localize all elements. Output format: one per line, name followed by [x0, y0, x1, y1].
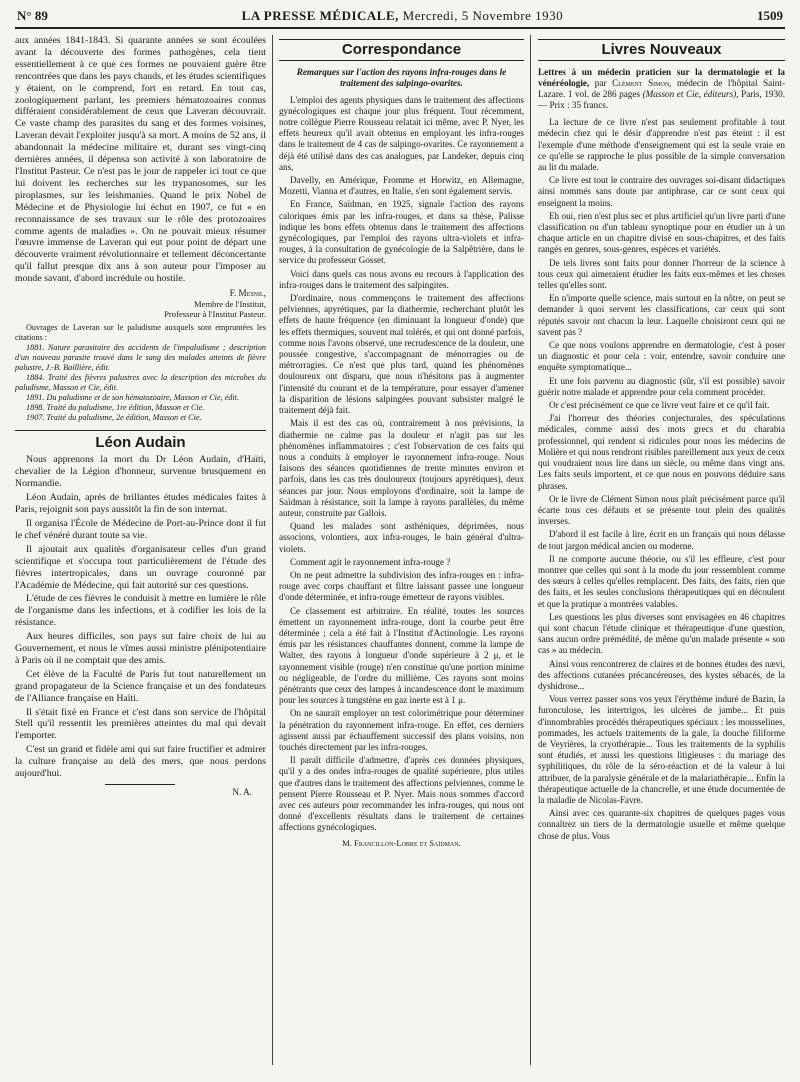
letter-body	[279, 95, 524, 834]
paragraph: Or c'est précisément ce que ce livre veut faire et ce qu'il fait.	[548, 400, 770, 411]
paragraph: On ne peut admettre la subdivision des infra-rouges en : infra-rouge avec corps chauffant et filtre laissant passer une longueur d'onde déterminée, et infra-rouge émetteur de rayons visibles.	[278, 569, 524, 603]
section-divider	[15, 430, 266, 431]
middle-column	[272, 35, 531, 1065]
bibliography	[15, 323, 266, 423]
page-number: 1509	[757, 8, 783, 23]
book-details: médecin de l'hôpital Saint-Lazare. 1 vol. de 286 pages	[537, 78, 785, 100]
paragraph: D'ordinaire, nous commençons le traitement des affections pelviennes, apyrétiques, par la diathermie, recherchant plutôt les effets de haute fréquence (en diminuant la longueur d'onde) que les effets thermiques, souvent mal tolérés, et qui ont donné parfois, comme nous l'avons observé, une recrudescence de la douleur, une poussée congestive, s'accompagnant de ménorragies ou de métrorragies. Ce n'est que plus tard, quand les phénomènes douloureux ont disparu, que nous n'hésitons pas à augmenter l'intensité du courant et de la température, pour essayer d'amener la disparition de lésions salpingées pouvant subsister malgré le traitement déjà fait.	[278, 293, 524, 416]
paragraph: Les questions les plus diverses sont envisagées en 46 chapitres qui sont chacun l'étude clinique et thérapeutique d'une question, sans aucun ordre prémédité, de même qu'un malade présente « son cas » au médecin.	[537, 611, 785, 656]
book-publisher: (Masson et Cie, éditeurs),	[642, 89, 739, 100]
newspaper-page	[15, 0, 785, 1068]
paragraph: En France, Saïdman, en 1925, signale l'action des rayons caloriques émis par les infra-rouges, et dans sa thèse, Palisse indique les bons effets obtenus dans le traitement des affections gynécologiques, par l'emploi des rayons ultra-violets et infra-rouges, à la consultation de gynécologie de la Salpêtrière, dans le service du professeur Gosset.	[278, 199, 524, 266]
paragraph: Aux heures difficiles, son pays sut faire choix de lui au Gouvernement, et nous le vîmes aussi ministre plénipotentiaire à Paris où il ne comptait que des amis.	[15, 631, 266, 666]
book-author: Clément Simon,	[612, 78, 672, 89]
review-body	[538, 117, 785, 842]
obituary-body	[15, 454, 266, 780]
paragraph: On ne saurait employer un test colorimétrique pour déterminer la pénétration du rayonnement infra-rouge. En effet, ces derniers agissent aussi par échauffement successif des plans voisins, non touchés directement par les infra-rouges.	[278, 708, 524, 752]
paragraph: Il s'était fixé en France et c'est dans son service de l'hôpital Stell qu'il ressentit les premières atteintes du mal qui devait l'emporter.	[15, 706, 266, 742]
paragraph: Davelly, en Amérique, Fromme et Horwitz, en Allemagne, Mozetti, Vianna et d'autres, en Italie, s'en sont également servis.	[278, 175, 524, 197]
bibliography-item: 1884. Traité des fièvres palustres avec la description des microbes du paludisme, Masson et Cie, édit.	[15, 373, 266, 393]
journal-name: LA PRESSE MÉDICALE,	[241, 8, 399, 23]
paragraph: C'est un grand et fidèle ami qui sut faire fructifier et admirer la culture française au delà des mers, que nous perdons aujourd'hui.	[15, 744, 266, 780]
author-title: Membre de l'Institut,	[193, 299, 266, 310]
columns	[15, 35, 785, 1065]
paragraph: Il organisa l'École de Médecine de Port-au-Prince dont il fut le chef vénéré durant toute sa vie.	[15, 517, 266, 541]
paragraph: La lecture de ce livre n'est pas seulement profitable à tout médecin chez qui le désir d'apprendre n'est pas éteint : il est l'exemple d'une méthode d'enseignement qui est la seule vraie en ce qu'elle se rapproche le plus possible de la simple conversation au lit du malade.	[537, 117, 785, 173]
letter-signature	[279, 838, 524, 849]
book-reference	[538, 67, 785, 111]
paragraph: Mais il est des cas où, contrairement à nos prévisions, la diathermie ne calme pas la douleur et n'agit pas sur les phénomènes inflammatoires ; c'est l'observation de ces faits qui nous a conduits à employer le rayonnement infra-rouge. Nous faisons des séances quotidiennes de trente minutes environ et parfois, dans les cas très douloureux (toujours apyrétiques), deux séances par jour. Nous employons d'ordinaire, soit la lampe de Saïdman à résistance, soit la lampe à rayons parallèles, du même auteur, construite par Gallois.	[278, 418, 524, 518]
issue-number: N° 89	[17, 8, 48, 23]
paragraph: L'étude de ces fièvres le conduisit à mettre en lumière le rôle de l'organisme dans les infections, et à codifier les lois de la résistance.	[15, 593, 266, 629]
paragraph: Ainsi vous rencontrerez de claires et de bonnes études des nævi, des affections cutanées précancéreuses, des kystes sébacés, de la dyshidrose...	[537, 658, 785, 691]
bibliography-intro: Ouvrages de Laveran sur le paludisme auxquels sont empruntées les citations :	[15, 323, 266, 343]
closing-rule	[105, 784, 175, 785]
letter-authors: M. Francillon-Lobre et Saïdman.	[342, 837, 461, 848]
paragraph: L'emploi des agents physiques dans le traitement des affections gynécologiques est chaque jour plus fréquent. Tout récemment, notre collègue Pierre Rousseau relatait ici même, avec P. Nyer, les effets heureux qu'il avait obtenus en employant les infra-rouges dans le traitement de 4 cas de salpingo-ovarites. Ce rayonnement a déjà été utilisé dans des cas analogues, par Landeker, depuis cinq ans,	[278, 94, 524, 172]
paragraph: Ce que nous voulons apprendre en dermatologie, c'est à poser un diagnostic et pour cela : voir, entendre, savoir conduire une enquête symptomatique...	[537, 340, 785, 373]
author-signature: F. Mesnil,	[229, 288, 266, 299]
letter-subtitle: Remarques sur l'action des rayons infra-rouges dans le traitement des salpingo-ovarites.	[296, 67, 507, 89]
running-header	[15, 8, 785, 29]
book-title: Lettres à un médecin praticien sur la dermatologie et la vénéréologie,	[537, 67, 785, 89]
laveran-article	[15, 35, 266, 285]
paragraph: Vous verrez passer sous vos yeux l'érythème induré de Bazin, la furonculose, les intertrigos, les ulcères de jambe... Et puis d'innombrables procédés thérapeutiques spéciaux : les mousselines, pommades, les actuels traitements de la gale, la douche filiforme de Veyrières, la cryothérapie... Tous les traitements de la syphilis sont étudiés, et aussi les questions litigieuses : du mariage des syphilitiques, du rôle de la séro-réaction et de la valeur à lui attribuer, de la paralysie générale et de la malariathérapie... Enfin la thérapeutique actuelle de la chancrelle, et une étude documentée de la maladie de Nicolas-Favre.	[537, 694, 785, 805]
paragraph: D'abord il est facile à lire, écrit en un français qui nous délasse de tout jargon médical ancien ou moderne.	[537, 529, 785, 551]
paragraph: Comment agit le rayonnement infra-rouge ?	[289, 556, 451, 567]
paragraph: Et une fois parvenu au diagnostic (sûr, s'il est possible) savoir guérir notre malade et apprendre pour cela comment procéder.	[537, 375, 785, 397]
paragraph: Cet élève de la Faculté de Paris fut tout naturellement un grand propagateur de la Science française et un des fondateurs de l'Alliance française en Haïti.	[15, 668, 266, 704]
bibliography-item: 1898. Traité du paludisme, 1re édition, Masson et Cie.	[26, 403, 205, 413]
paragraph: Ce livre est tout le contraire des ouvrages soi-disant didactiques ainsi nommés sans doute par antiphrase, car ce sont ceux qui enseignent la moins.	[537, 175, 785, 208]
obituary-title: Léon Audain	[95, 434, 186, 452]
paragraph: Quand les malades sont asthéniques, déprimées, nous associons, volontiers, aux infra-rouges, le bain général d'ultra-violets.	[278, 521, 524, 554]
paragraph: Il ajoutait aux qualités d'organisateur celles d'un grand scientifique et s'occupa tout particulièrement de l'étude des fièvres intertropicales, dans un ouvrage couronné par l'Académie de Médecine, qui fait autorité sur ces questions.	[15, 543, 266, 591]
paragraph: Léon Audain, après de brillantes études médicales faites à Paris, rejoignit son pays aussitôt la fin de son internat.	[15, 492, 266, 516]
paragraph: J'ai l'horreur des théories conjecturales, des spéculations médicales, comme aussi des mots grecs et du charabia professionnel, qui rendent si ridicules pour nous les médecins de Molière et qui nous rendront risibles pareillement aux yeux de ceux qui voudraient nous lire dans un siècle, ou même dans vingt ans. Les faits seuls importent, et ce que nous en pouvons déduire sans phrases.	[537, 413, 785, 491]
paragraph: aux années 1841-1843. Si quarante années se sont écoulées avant la découverte des formes pathogènes, cela tient essentiellement à ce que ces formes ne pouvaient guère être rencontrées que dans les pays chauds, et les études scientifiques y étaient, on le comprend, fort en retard. En tout cas, zoologiquement parlant, les premiers hématozoaires connus différaient considérablement de ceux que Laveran découvrait. Ce vaste champ des parasites du sang et des formes voisines, Laveran devait l'exploiter jusqu'à sa mort. A moins de 52 ans, il abandonnait la médecine militaire et, durant ses vingt-cinq dernières années, il dépensa son activité à son laboratoire de l'Institut Pasteur. Ce n'est pas le jour de rappeler ici tout ce que lui doivent les recherches sur les trypanosomes, sur les piroplasmes, sur les leishmanies. Quand le prix Nobel de Médecine et de Physiologie lui échut en 1907, ce fut « en reconnaissance de ses travaux sur le rôle des protozoaires comme agents de maladies ». On ne pouvait mieux résumer l'œuvre immense de Laveran qui eut pour point de départ une découverte vraiment révolutionnaire et tellement déconcertante qu'il fallut presque dix ans à son auteur pour l'imposer au monde savant, d'abord incrédule ou hostile.	[15, 35, 266, 285]
bibliography-item: 1891. Du paludisme et de son hématozoaire, Masson et Cie, édit.	[26, 393, 240, 403]
paragraph: En n'importe quelle science, mais surtout en la nôtre, on peut se demander à quoi servent les classifications, car ceux qui sont réputés savoir ont chacun la leur. Laquelle choisiront ceux qui ne savent pas ?	[537, 293, 785, 337]
paragraph: Or le livre de Clément Simon nous plaît précisément parce qu'il écarte tous ces défauts et se présente tout plein des qualités inverses.	[537, 493, 785, 527]
bibliography-item: 1907. Traité du paludisme, 2e édition, Masson et Cie.	[26, 413, 202, 423]
left-column	[15, 35, 272, 1065]
book-author-prefix: par	[594, 78, 607, 89]
paragraph: De tels livres sont faits pour donner l'horreur de la science à tous ceux qui aimeraient étudier les faits eux-mêmes et les choses telles qu'elles sont.	[537, 257, 785, 291]
paragraph: Nous apprenons la mort du Dr Léon Audain, d'Haïti, chevalier de la Légion d'honneur, survenue brusquement en Normandie.	[15, 454, 266, 490]
masthead	[242, 8, 564, 24]
issue-date: Mercredi, 5 Novembre 1930	[402, 8, 564, 23]
book-place-price: Paris, 1930. — Prix : 35 francs.	[537, 89, 785, 111]
paragraph: Eh oui, rien n'est plus sec et plus artificiel qu'un livre parti d'une classification ou d'un tableau synoptique pour en étudier un à un chaque article en un chapitre divisé en sous-chapitres, et des faits rangés en genres, sous-genres, espèces et variétés.	[537, 210, 785, 255]
paragraph: Voici dans quels cas nous avons eu recours à l'application des infra-rouges dans le traitement des salpingites.	[278, 268, 524, 290]
correspondance-heading: Correspondance	[279, 39, 524, 61]
livres-nouveaux-heading: Livres Nouveaux	[538, 39, 785, 61]
bibliography-item: 1881. Nature parasitaire des accidents de l'impaludisme ; description d'un nouveau parasite trouvé dans le sang des malades atteints de fièvre palustre, J.-B. Baillière, édit.	[15, 343, 266, 373]
author-affiliation: Professeur à l'Institut Pasteur.	[164, 309, 266, 320]
paragraph: Ce classement est arbitraire. En réalité, toutes les sources émettent un rayonnement infra-rouge, dont la courbe peut être déterminée ; cela a été fait à l'Institut d'Actinologie. Les rayons émis par les résistances chauffantes donnent, comme la lampe de Walter, des rayons à longueur d'onde supérieure à 2 μ, et le rayonnement visible (rouge) n'en constitue qu'une portion minime ou négligeable, de l'ordre du millième. Ces rayons sont moins pénétrants que ceux des lampes à incandescence dont le maximum pour les sources à tungstène en gaz inerte est à 1 μ.	[278, 605, 524, 706]
paragraph: Il ne comporte aucune théorie, ou s'il les effleure, c'est pour montrer que celles qui sont à la mode du jour ressemblent comme des sœurs à celles qu'elles remplacent. Des faits, des faits, rien que des faits, et les seules conclusions thérapeutiques qui en découlent et que la pratique a montrées valables.	[537, 553, 785, 609]
right-column	[531, 35, 785, 1065]
obituary-initials: N. A.	[232, 787, 252, 797]
paragraph: Il paraît difficile d'admettre, d'après ces données physiques, qu'il y a des ondes infra-rouges de qualité supérieure, plus utiles que d'autres dans le traitement des affections pelviennes, comme le pensent Pierre Rousseau et P. Nyer. Mais nous sommes d'accord avec ces auteurs pour recommander les infra-rouges, qui nous ont donné d'excellents résultats dans le traitement de certaines affections gynécologiques.	[278, 755, 524, 833]
paragraph: Ainsi avec ces quarante-six chapitres de quelques pages vous connaîtrez un tiers de la dermatologie usuelle et même quelque chose de plus. Vous	[537, 808, 785, 841]
